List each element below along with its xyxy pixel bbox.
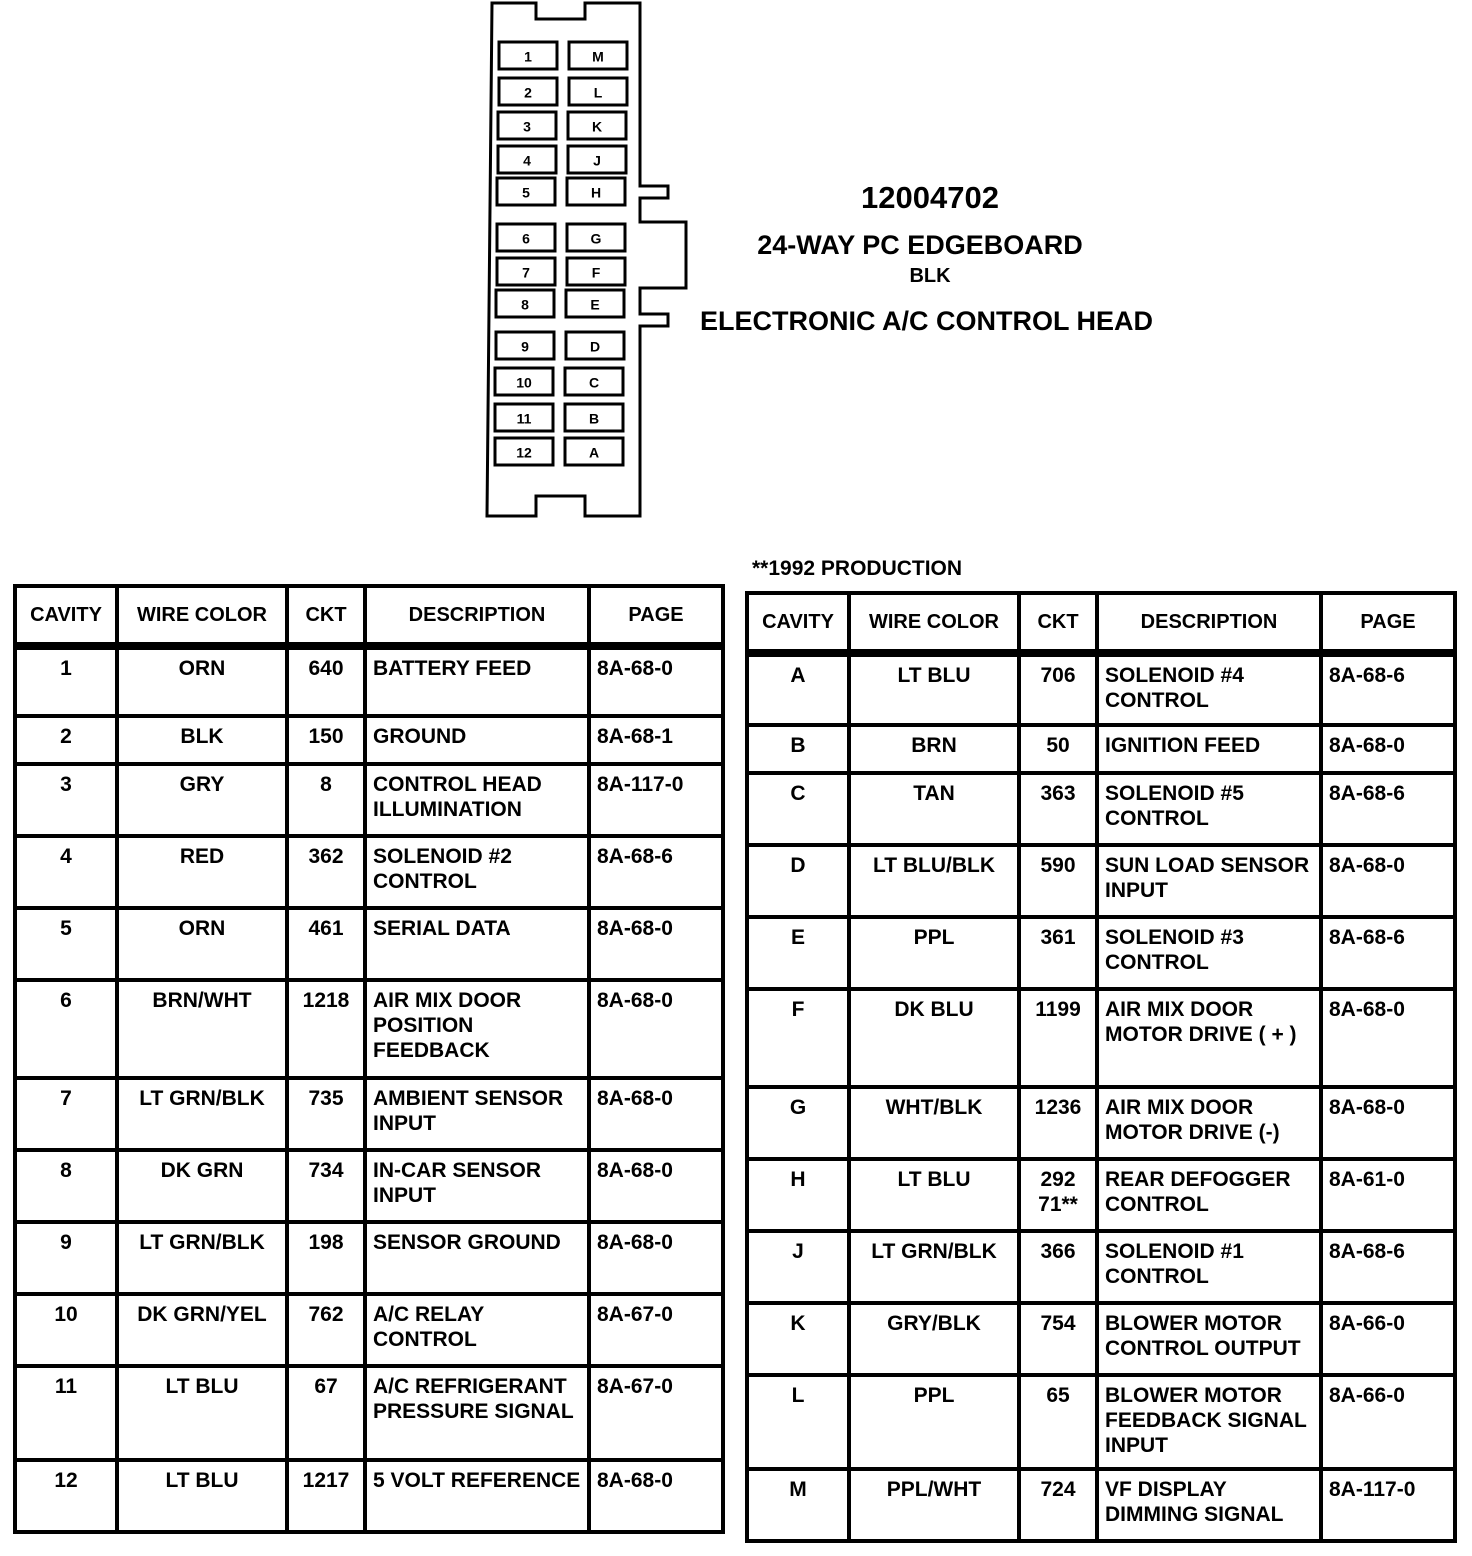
table-row — [15, 716, 723, 764]
connector-color: BLK — [909, 265, 951, 287]
wire-color-cell: LT GRN/BLK — [117, 1222, 287, 1294]
pin-label: 11 — [516, 410, 532, 427]
page-cell: 8A-68-0 — [589, 1222, 723, 1294]
connector-part-number: 12004702 — [861, 180, 999, 215]
wire-color-cell: BRN/WHT — [117, 980, 287, 1078]
pin-label: 6 — [522, 230, 530, 247]
description-cell: SERIAL DATA — [365, 908, 589, 980]
pin-label: 7 — [522, 264, 530, 281]
table-row — [15, 836, 723, 908]
wire-color-cell: PPL — [849, 1375, 1019, 1469]
page-cell: 8A-68-0 — [589, 1078, 723, 1150]
pin-label: 8 — [521, 296, 529, 313]
ckt-cell: 706 — [1019, 653, 1097, 725]
ckt-cell: 363 — [1019, 773, 1097, 845]
wire-color-cell: BRN — [849, 725, 1019, 773]
cavity-cell: 11 — [15, 1366, 117, 1460]
production-footnote: **1992 PRODUCTION — [752, 557, 963, 580]
pin-label: 12 — [516, 444, 532, 461]
header-page: PAGE — [589, 586, 723, 646]
table-row — [15, 1366, 723, 1460]
page-cell: 8A-68-1 — [589, 716, 723, 764]
table-row — [15, 1294, 723, 1366]
description-cell: SOLENOID #4 CONTROL — [1097, 653, 1321, 725]
wire-color-cell: PPL/WHT — [849, 1469, 1019, 1541]
pin-label: H — [590, 184, 602, 201]
description-cell: AIR MIX DOOR MOTOR DRIVE ( + ) — [1097, 989, 1321, 1087]
connector-diagram — [0, 0, 1472, 530]
wire-color-cell: RED — [117, 836, 287, 908]
ckt-cell: 1218 — [287, 980, 365, 1078]
wire-color-cell: LT GRN/BLK — [117, 1078, 287, 1150]
header-description: DESCRIPTION — [1097, 593, 1321, 653]
pin-label: B — [588, 410, 600, 427]
ckt-cell: 65 — [1019, 1375, 1097, 1469]
pin-label: M — [592, 48, 604, 65]
description-cell: SOLENOID #2 CONTROL — [365, 836, 589, 908]
wire-color-cell: ORN — [117, 908, 287, 980]
description-cell: AMBIENT SENSOR INPUT — [365, 1078, 589, 1150]
cavity-cell: B — [747, 725, 849, 773]
table-row — [15, 908, 723, 980]
description-cell: SOLENOID #5 CONTROL — [1097, 773, 1321, 845]
description-cell: CONTROL HEAD ILLUMINATION — [365, 764, 589, 836]
ckt-cell: 724 — [1019, 1469, 1097, 1541]
wire-color-cell: GRY/BLK — [849, 1303, 1019, 1375]
page-cell: 8A-117-0 — [1321, 1469, 1455, 1541]
connector-type: 24-WAY PC EDGEBOARD — [757, 230, 1083, 260]
page-cell: 8A-68-0 — [589, 1460, 723, 1532]
table-row — [15, 1150, 723, 1222]
description-cell: SOLENOID #1 CONTROL — [1097, 1231, 1321, 1303]
ckt-cell: 50 — [1019, 725, 1097, 773]
cavity-cell: 4 — [15, 836, 117, 908]
wire-color-cell: TAN — [849, 773, 1019, 845]
header-cavity: CAVITY — [15, 586, 117, 646]
table-row — [747, 725, 1455, 773]
pin-label: G — [590, 230, 602, 247]
ckt-cell: 461 — [287, 908, 365, 980]
ckt-cell: 734 — [287, 1150, 365, 1222]
description-cell: VF DISPLAY DIMMING SIGNAL — [1097, 1469, 1321, 1541]
table-row — [747, 653, 1455, 725]
description-cell: A/C REFRIGERANT PRESSURE SIGNAL — [365, 1366, 589, 1460]
table-row — [747, 917, 1455, 989]
cavity-cell: 5 — [15, 908, 117, 980]
ckt-cell: 366 — [1019, 1231, 1097, 1303]
wire-color-cell: GRY — [117, 764, 287, 836]
page-cell: 8A-68-6 — [1321, 653, 1455, 725]
table-row — [15, 1078, 723, 1150]
ckt-cell: 67 — [287, 1366, 365, 1460]
component-name: ELECTRONIC A/C CONTROL HEAD — [700, 306, 1154, 336]
page-cell: 8A-68-0 — [589, 980, 723, 1078]
page-cell: 8A-67-0 — [589, 1294, 723, 1366]
ckt-cell: 361 — [1019, 917, 1097, 989]
ckt-cell: 1199 — [1019, 989, 1097, 1087]
description-cell: BLOWER MOTOR CONTROL OUTPUT — [1097, 1303, 1321, 1375]
wire-color-cell: DK GRN — [117, 1150, 287, 1222]
table-row — [747, 989, 1455, 1087]
cavity-cell: 3 — [15, 764, 117, 836]
wire-color-cell: LT GRN/BLK — [849, 1231, 1019, 1303]
cavity-cell: J — [747, 1231, 849, 1303]
description-cell: GROUND — [365, 716, 589, 764]
ckt-cell: 8 — [287, 764, 365, 836]
page-cell: 8A-68-6 — [1321, 773, 1455, 845]
page-cell: 8A-66-0 — [1321, 1303, 1455, 1375]
page-cell: 8A-68-0 — [1321, 989, 1455, 1087]
ckt-cell: 198 — [287, 1222, 365, 1294]
table-row — [747, 1375, 1455, 1469]
pinout-table-right — [745, 591, 1457, 1543]
pin-label: K — [591, 118, 603, 135]
table-row — [747, 1159, 1455, 1231]
table-row — [747, 1303, 1455, 1375]
pinout-table-left — [13, 584, 725, 1534]
pin-label: 3 — [523, 118, 531, 135]
wire-color-cell: DK GRN/YEL — [117, 1294, 287, 1366]
header-page: PAGE — [1321, 593, 1455, 653]
page-cell: 8A-68-0 — [1321, 845, 1455, 917]
header-ckt: CKT — [1019, 593, 1097, 653]
table-row — [15, 646, 723, 716]
pin-label: 5 — [522, 184, 530, 201]
table-row — [747, 1087, 1455, 1159]
wire-color-cell: LT BLU — [117, 1366, 287, 1460]
cavity-cell: 6 — [15, 980, 117, 1078]
cavity-cell: 9 — [15, 1222, 117, 1294]
table-row — [747, 773, 1455, 845]
table-row — [747, 845, 1455, 917]
pin-label: 2 — [524, 84, 532, 101]
cavity-cell: 1 — [15, 646, 117, 716]
ckt-cell: 150 — [287, 716, 365, 764]
header-wire-color: WIRE COLOR — [117, 586, 287, 646]
pin-label: 10 — [516, 374, 532, 391]
wire-color-cell: ORN — [117, 646, 287, 716]
page-cell: 8A-68-0 — [1321, 1087, 1455, 1159]
description-cell: AIR MIX DOOR MOTOR DRIVE (-) — [1097, 1087, 1321, 1159]
wire-color-cell: PPL — [849, 917, 1019, 989]
page-cell: 8A-68-0 — [589, 1150, 723, 1222]
pin-label: 9 — [521, 338, 529, 355]
header-cavity: CAVITY — [747, 593, 849, 653]
ckt-cell: 292 71** — [1019, 1159, 1097, 1231]
table-row — [15, 1222, 723, 1294]
cavity-cell: 8 — [15, 1150, 117, 1222]
cavity-cell: L — [747, 1375, 849, 1469]
header-ckt: CKT — [287, 586, 365, 646]
page-cell: 8A-67-0 — [589, 1366, 723, 1460]
page-cell: 8A-68-0 — [1321, 725, 1455, 773]
description-cell: BLOWER MOTOR FEEDBACK SIGNAL INPUT — [1097, 1375, 1321, 1469]
wire-color-cell: DK BLU — [849, 989, 1019, 1087]
ckt-cell: 1236 — [1019, 1087, 1097, 1159]
page-cell: 8A-68-6 — [589, 836, 723, 908]
table-row — [15, 980, 723, 1078]
table-row — [15, 1460, 723, 1532]
wire-color-cell: BLK — [117, 716, 287, 764]
ckt-cell: 754 — [1019, 1303, 1097, 1375]
pin-label: F — [591, 264, 601, 281]
pin-label: 1 — [524, 48, 532, 65]
cavity-cell: K — [747, 1303, 849, 1375]
ckt-cell: 735 — [287, 1078, 365, 1150]
cavity-cell: M — [747, 1469, 849, 1541]
description-cell: REAR DEFOGGER CONTROL — [1097, 1159, 1321, 1231]
table-row — [747, 1469, 1455, 1541]
page-cell: 8A-68-6 — [1321, 917, 1455, 989]
header-wire-color: WIRE COLOR — [849, 593, 1019, 653]
cavity-cell: 2 — [15, 716, 117, 764]
cavity-cell: A — [747, 653, 849, 725]
ckt-cell: 362 — [287, 836, 365, 908]
pin-label: E — [590, 296, 600, 313]
table-row — [15, 764, 723, 836]
cavity-cell: H — [747, 1159, 849, 1231]
page-cell: 8A-117-0 — [589, 764, 723, 836]
wire-color-cell: LT BLU — [849, 1159, 1019, 1231]
cavity-cell: F — [747, 989, 849, 1087]
cavity-cell: G — [747, 1087, 849, 1159]
cavity-cell: 7 — [15, 1078, 117, 1150]
pin-label: L — [593, 84, 603, 101]
ckt-cell: 1217 — [287, 1460, 365, 1532]
cavity-cell: D — [747, 845, 849, 917]
description-cell: A/C RELAY CONTROL — [365, 1294, 589, 1366]
description-cell: BATTERY FEED — [365, 646, 589, 716]
wire-color-cell: LT BLU — [117, 1460, 287, 1532]
ckt-cell: 762 — [287, 1294, 365, 1366]
pin-label: C — [588, 374, 600, 391]
pin-label: A — [588, 444, 600, 461]
page-cell: 8A-68-0 — [589, 908, 723, 980]
ckt-cell: 640 — [287, 646, 365, 716]
pin-label: 4 — [523, 152, 531, 169]
description-cell: IN-CAR SENSOR INPUT — [365, 1150, 589, 1222]
cavity-cell: C — [747, 773, 849, 845]
header-description: DESCRIPTION — [365, 586, 589, 646]
page-cell: 8A-66-0 — [1321, 1375, 1455, 1469]
cavity-cell: E — [747, 917, 849, 989]
ckt-cell: 590 — [1019, 845, 1097, 917]
description-cell: SOLENOID #3 CONTROL — [1097, 917, 1321, 989]
page-cell: 8A-61-0 — [1321, 1159, 1455, 1231]
description-cell: 5 VOLT REFERENCE — [365, 1460, 589, 1532]
description-cell: SUN LOAD SENSOR INPUT — [1097, 845, 1321, 917]
table-row — [747, 1231, 1455, 1303]
cavity-cell: 10 — [15, 1294, 117, 1366]
wire-color-cell: LT BLU — [849, 653, 1019, 725]
page-cell: 8A-68-6 — [1321, 1231, 1455, 1303]
description-cell: SENSOR GROUND — [365, 1222, 589, 1294]
wire-color-cell: WHT/BLK — [849, 1087, 1019, 1159]
cavity-cell: 12 — [15, 1460, 117, 1532]
wire-color-cell: LT BLU/BLK — [849, 845, 1019, 917]
description-cell: AIR MIX DOOR POSITION FEEDBACK — [365, 980, 589, 1078]
page-cell: 8A-68-0 — [589, 646, 723, 716]
pin-label: J — [593, 152, 601, 169]
pin-label: D — [589, 338, 601, 355]
description-cell: IGNITION FEED — [1097, 725, 1321, 773]
